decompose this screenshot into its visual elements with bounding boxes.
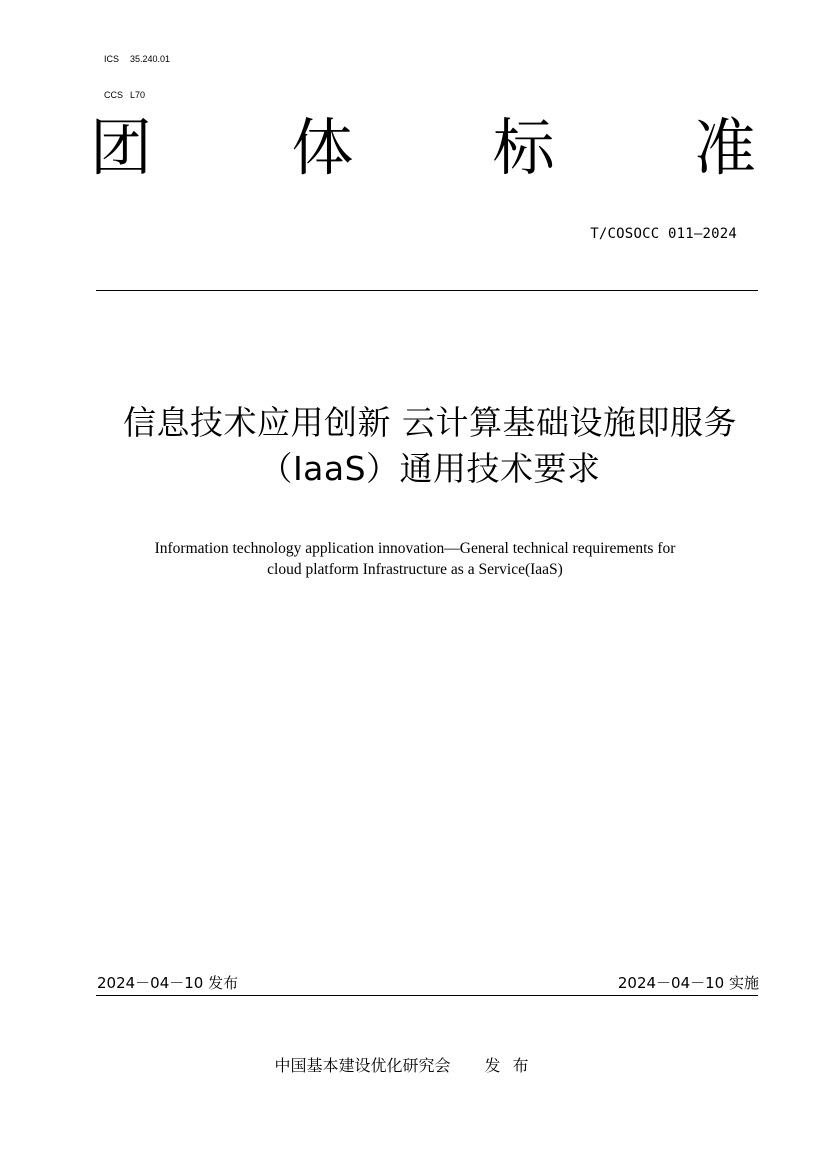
footer-divider xyxy=(96,995,758,996)
doc-type-char-1: 团 xyxy=(90,111,153,184)
publisher-line xyxy=(0,1053,815,1076)
english-title-line-1: Information technology application innovation—General technical requirements for xyxy=(154,540,676,557)
header-divider xyxy=(96,290,758,291)
doc-type-char-3: 标 xyxy=(492,111,555,184)
chinese-title-line-2: （IaaS）通用技术要求 xyxy=(259,449,601,488)
ics-value: 35.240.01 xyxy=(130,54,171,64)
implementation-date: 2024－04－10 实施 xyxy=(617,974,759,992)
ccs-value: L70 xyxy=(130,90,146,100)
publish-action: 发布 xyxy=(484,1056,541,1075)
ics-label: ICS xyxy=(104,54,120,64)
document-type-heading xyxy=(90,108,756,188)
chinese-title xyxy=(60,400,800,492)
publisher-organization: 中国基本建设优化研究会 xyxy=(274,1056,451,1075)
issue-date: 2024－04－10 发布 xyxy=(97,974,239,992)
doc-type-char-2: 体 xyxy=(291,111,354,184)
chinese-title-line-1: 信息技术应用创新 云计算基础设施即服务 xyxy=(123,403,737,442)
english-title-line-2: cloud platform Infrastructure as a Service(IaaS) xyxy=(267,561,563,578)
standard-number: T/COSOCC 011—2024 xyxy=(590,226,737,242)
doc-type-char-4: 准 xyxy=(693,111,756,184)
classification-codes xyxy=(94,41,170,113)
ics-row xyxy=(94,41,170,77)
english-title xyxy=(60,538,770,580)
ccs-label: CCS xyxy=(104,90,124,100)
